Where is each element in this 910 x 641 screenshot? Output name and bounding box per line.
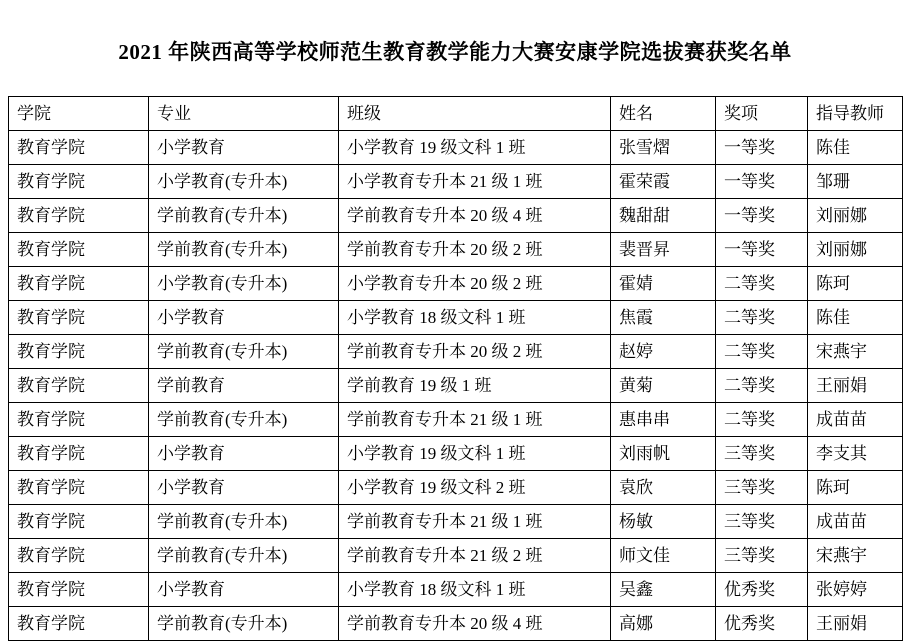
cell-award: 三等奖: [716, 471, 808, 505]
cell-award: 二等奖: [716, 403, 808, 437]
cell-name: 黄菊: [611, 369, 716, 403]
cell-name: 杨敏: [611, 505, 716, 539]
table-row: [9, 165, 903, 199]
cell-college: 教育学院: [9, 267, 149, 301]
cell-name: 袁欣: [611, 471, 716, 505]
cell-major: 小学教育(专升本): [149, 267, 339, 301]
cell-college: 教育学院: [9, 165, 149, 199]
cell-award: 三等奖: [716, 505, 808, 539]
table-row: [9, 233, 903, 267]
cell-class: 小学教育专升本 20 级 2 班: [339, 267, 611, 301]
cell-class: 学前教育专升本 21 级 2 班: [339, 539, 611, 573]
cell-advisor: 成苗苗: [808, 505, 903, 539]
table-row: [9, 267, 903, 301]
cell-class: 学前教育专升本 20 级 4 班: [339, 607, 611, 641]
cell-college: 教育学院: [9, 233, 149, 267]
cell-class: 学前教育专升本 20 级 2 班: [339, 233, 611, 267]
cell-college: 教育学院: [9, 437, 149, 471]
cell-name: 霍荣霞: [611, 165, 716, 199]
cell-major: 学前教育(专升本): [149, 607, 339, 641]
cell-advisor: 李支其: [808, 437, 903, 471]
column-header-award: 奖项: [716, 97, 808, 131]
cell-name: 霍婧: [611, 267, 716, 301]
cell-advisor: 宋燕宇: [808, 539, 903, 573]
cell-name: 魏甜甜: [611, 199, 716, 233]
table-row: [9, 539, 903, 573]
table-row: [9, 199, 903, 233]
cell-award: 二等奖: [716, 335, 808, 369]
cell-major: 学前教育(专升本): [149, 199, 339, 233]
cell-college: 教育学院: [9, 607, 149, 641]
cell-name: 赵婷: [611, 335, 716, 369]
table-header: [9, 97, 903, 131]
cell-advisor: 宋燕宇: [808, 335, 903, 369]
table-row: [9, 403, 903, 437]
cell-college: 教育学院: [9, 369, 149, 403]
table-row: [9, 607, 903, 641]
table-header-row: [9, 97, 903, 131]
table-row: [9, 471, 903, 505]
table-row: [9, 131, 903, 165]
cell-major: 小学教育(专升本): [149, 165, 339, 199]
cell-class: 学前教育 19 级 1 班: [339, 369, 611, 403]
cell-advisor: 张婷婷: [808, 573, 903, 607]
cell-major: 学前教育(专升本): [149, 403, 339, 437]
cell-major: 小学教育: [149, 471, 339, 505]
cell-major: 学前教育(专升本): [149, 335, 339, 369]
cell-advisor: 陈佳: [808, 301, 903, 335]
page-title: 2021 年陕西高等学校师范生教育教学能力大赛安康学院选拔赛获奖名单: [118, 40, 792, 64]
table-row: [9, 573, 903, 607]
cell-major: 学前教育: [149, 369, 339, 403]
cell-award: 一等奖: [716, 165, 808, 199]
cell-college: 教育学院: [9, 539, 149, 573]
cell-college: 教育学院: [9, 573, 149, 607]
table-row: [9, 505, 903, 539]
cell-advisor: 刘丽娜: [808, 233, 903, 267]
column-header-name: 姓名: [611, 97, 716, 131]
table-row: [9, 437, 903, 471]
cell-college: 教育学院: [9, 471, 149, 505]
cell-advisor: 成苗苗: [808, 403, 903, 437]
cell-college: 教育学院: [9, 301, 149, 335]
cell-major: 小学教育: [149, 301, 339, 335]
cell-advisor: 陈佳: [808, 131, 903, 165]
cell-advisor: 王丽娟: [808, 607, 903, 641]
column-header-major: 专业: [149, 97, 339, 131]
cell-college: 教育学院: [9, 505, 149, 539]
cell-class: 小学教育 19 级文科 1 班: [339, 131, 611, 165]
cell-name: 惠串串: [611, 403, 716, 437]
cell-major: 学前教育(专升本): [149, 505, 339, 539]
cell-major: 小学教育: [149, 131, 339, 165]
cell-award: 三等奖: [716, 539, 808, 573]
table-row: [9, 335, 903, 369]
cell-class: 学前教育专升本 21 级 1 班: [339, 403, 611, 437]
column-header-advisor: 指导教师: [808, 97, 903, 131]
cell-award: 二等奖: [716, 267, 808, 301]
cell-college: 教育学院: [9, 335, 149, 369]
cell-award: 二等奖: [716, 369, 808, 403]
cell-award: 三等奖: [716, 437, 808, 471]
table-row: [9, 369, 903, 403]
cell-name: 师文佳: [611, 539, 716, 573]
cell-major: 小学教育: [149, 437, 339, 471]
award-table: [8, 96, 903, 641]
cell-class: 小学教育 18 级文科 1 班: [339, 301, 611, 335]
cell-major: 小学教育: [149, 573, 339, 607]
cell-advisor: 王丽娟: [808, 369, 903, 403]
cell-class: 小学教育 19 级文科 1 班: [339, 437, 611, 471]
cell-college: 教育学院: [9, 131, 149, 165]
cell-name: 张雪熠: [611, 131, 716, 165]
cell-name: 高娜: [611, 607, 716, 641]
column-header-class: 班级: [339, 97, 611, 131]
cell-class: 小学教育 18 级文科 1 班: [339, 573, 611, 607]
cell-college: 教育学院: [9, 199, 149, 233]
cell-award: 优秀奖: [716, 573, 808, 607]
cell-award: 优秀奖: [716, 607, 808, 641]
cell-name: 吴鑫: [611, 573, 716, 607]
cell-award: 二等奖: [716, 301, 808, 335]
cell-major: 学前教育(专升本): [149, 233, 339, 267]
cell-class: 学前教育专升本 20 级 2 班: [339, 335, 611, 369]
cell-class: 学前教育专升本 20 级 4 班: [339, 199, 611, 233]
cell-name: 刘雨帆: [611, 437, 716, 471]
cell-college: 教育学院: [9, 403, 149, 437]
cell-class: 小学教育专升本 21 级 1 班: [339, 165, 611, 199]
award-table-container: [8, 96, 902, 641]
cell-name: 裴晋昇: [611, 233, 716, 267]
cell-major: 学前教育(专升本): [149, 539, 339, 573]
cell-advisor: 邹珊: [808, 165, 903, 199]
cell-name: 焦霞: [611, 301, 716, 335]
cell-award: 一等奖: [716, 233, 808, 267]
cell-advisor: 陈珂: [808, 267, 903, 301]
cell-advisor: 刘丽娜: [808, 199, 903, 233]
cell-class: 小学教育 19 级文科 2 班: [339, 471, 611, 505]
cell-advisor: 陈珂: [808, 471, 903, 505]
cell-award: 一等奖: [716, 131, 808, 165]
table-body: [9, 131, 903, 641]
column-header-college: 学院: [9, 97, 149, 131]
table-row: [9, 301, 903, 335]
cell-class: 学前教育专升本 21 级 1 班: [339, 505, 611, 539]
cell-award: 一等奖: [716, 199, 808, 233]
